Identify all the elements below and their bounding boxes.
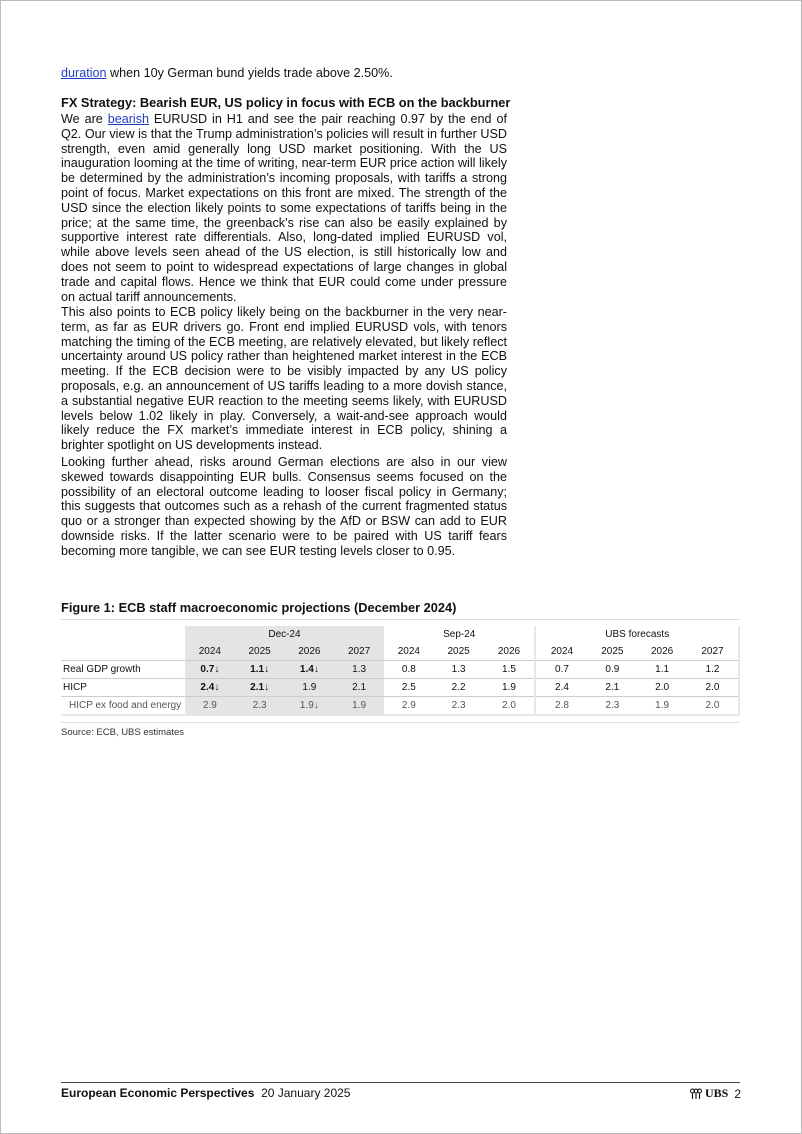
figure-title: Figure 1: ECB staff macroeconomic projections (December 2024) [61, 600, 457, 615]
value-cell: 1.1↓ [235, 661, 285, 679]
value-cell: 1.9 [285, 679, 335, 697]
value-cell: 1.2 [687, 661, 739, 679]
value-cell: 1.9 [334, 697, 384, 716]
value-cell: 1.9 [484, 679, 536, 697]
ubs-keys-icon [689, 1088, 703, 1100]
duration-link[interactable]: duration [61, 66, 107, 80]
p1-pre: We are [61, 112, 108, 126]
figure-source: Source: ECB, UBS estimates [61, 727, 185, 738]
value-cell: 1.3 [434, 661, 484, 679]
value-cell: 0.7 [535, 661, 587, 679]
publication-name: European Economic Perspectives [61, 1086, 255, 1100]
year-cell: 2027 [687, 643, 739, 661]
group-header-row [61, 626, 739, 643]
value-cell: 2.8 [535, 697, 587, 716]
paragraph-1 [61, 112, 507, 304]
table-row-hicp [61, 679, 739, 697]
footer-right [689, 1086, 741, 1101]
year-cell: 2026 [285, 643, 335, 661]
value-cell: 2.0 [637, 679, 687, 697]
year-cell: 2026 [637, 643, 687, 661]
value-cell: 2.1↓ [235, 679, 285, 697]
value-cell: 2.3 [587, 697, 637, 716]
intro-paragraph [61, 66, 507, 81]
year-header-row [61, 643, 739, 661]
bearish-link[interactable]: bearish [107, 112, 150, 126]
value-cell: 0.9 [587, 661, 637, 679]
group-dec24: Dec-24 [185, 626, 384, 643]
value-cell: 1.5 [484, 661, 536, 679]
figure-bottom-rule [61, 722, 740, 723]
value-cell: 2.9 [384, 697, 434, 716]
row-label: HICP ex food and energy [61, 697, 185, 716]
row-label: Real GDP growth [61, 661, 185, 679]
p2-body: This also points to ECB policy likely being on the backburner in the very near-term, as far as EUR drivers go. Front end implied EURUSD vols, with tenors matching the timing of the ECB meeting, are relatively elevated, but likely reflect uncertainty around US policy rather than heightened market interest in the ECB meeting. If the ECB decision were to be visibly impacted by any US policy proposals, e.g. an announcement of US tariffs leading to a more dovish stance, a substantial negative EUR reaction to the meeting seems likely, with EURUSD levels below 1.02 likely in play. Conversely, a wait-and-see approach would likely reduce the FX market’s immediate interest in ECB policy, shining a brighter spotlight on US developments instead. [61, 305, 507, 453]
year-cell: 2024 [535, 643, 587, 661]
value-cell: 2.3 [434, 697, 484, 716]
year-cell: 2025 [235, 643, 285, 661]
year-cell: 2025 [587, 643, 637, 661]
year-cell: 2024 [185, 643, 235, 661]
value-cell: 1.9 [637, 697, 687, 716]
p3-body: Looking further ahead, risks around German elections are also in our view skewed towards disappointing EUR bulls. Consensus seems focused on the possibility of an electoral outcome leading to looser fiscal policy in Germany; this suggests that outcomes such as a rehash of the current fragmented status quo or a stronger than expected showing by the AfD or BSW can add to EUR downside risks. If the latter scenario were to be paired with US tariff fears becoming more tangible, we can see EUR testing levels closer to 0.95. [61, 455, 507, 558]
value-cell: 2.9 [185, 697, 235, 716]
value-cell: 2.1 [334, 679, 384, 697]
value-cell: 2.3 [235, 697, 285, 716]
value-cell: 2.1 [587, 679, 637, 697]
group-ubs: UBS forecasts [535, 626, 739, 643]
value-cell: 1.9↓ [285, 697, 335, 716]
corner-cell [61, 626, 185, 643]
row-label: HICP [61, 679, 185, 697]
value-cell: 2.0 [484, 697, 536, 716]
page-number: 2 [734, 1086, 741, 1101]
paragraph-3 [61, 455, 507, 559]
intro-text: when 10y German bund yields trade above 2.50%. [106, 66, 393, 80]
ubs-logo-text: UBS [704, 1086, 729, 1100]
value-cell: 2.4↓ [185, 679, 235, 697]
year-cell: 2027 [334, 643, 384, 661]
projections-table [61, 626, 740, 716]
year-cell: 2025 [434, 643, 484, 661]
table-row-gdp [61, 661, 739, 679]
table-row-hicp-core [61, 697, 739, 716]
year-cell: 2026 [484, 643, 536, 661]
p1-body: EURUSD in H1 and see the pair reaching 0.97 by the end of Q2. Our view is that the Trump administration’s policies will result in further USD strength, even amid generally long USD market positioning. With the US inauguration looming at the time of writing, near-term EUR price action will likely be determined by the administration’s incoming proposals, with tariffs a strong point of focus. Market expectations on this front are mixed. The strength of the USD since the election likely points to some expectations of tariffs being in the price; at the same time, the greenback’s rise can also be easily explained by supportive interest rate differentials. Also, long-dated implied EURUSD vol, while above levels seen ahead of the US election, is still historically low and does not seem to point to widespread expectations of large changes in global trade and capital flows. Hence we think that EUR could come under pressure on actual tariff announcements. [61, 112, 507, 304]
figure-top-rule [61, 619, 740, 620]
paragraph-2 [61, 305, 507, 453]
publication-date: 20 January 2025 [261, 1086, 351, 1100]
value-cell: 2.4 [535, 679, 587, 697]
value-cell: 2.2 [434, 679, 484, 697]
corner-cell [61, 643, 185, 661]
value-cell: 1.4↓ [285, 661, 335, 679]
value-cell: 2.0 [687, 697, 739, 716]
value-cell: 0.8 [384, 661, 434, 679]
value-cell: 2.0 [687, 679, 739, 697]
value-cell: 2.5 [384, 679, 434, 697]
footer-publication [61, 1086, 350, 1100]
value-cell: 1.3 [334, 661, 384, 679]
value-cell: 0.7↓ [185, 661, 235, 679]
year-cell: 2024 [384, 643, 434, 661]
footer-rule [61, 1082, 740, 1083]
ubs-logo [689, 1086, 728, 1101]
value-cell: 1.1 [637, 661, 687, 679]
section-heading: FX Strategy: Bearish EUR, US policy in focus with ECB on the backburner [61, 95, 511, 110]
group-sep24: Sep-24 [384, 626, 535, 643]
